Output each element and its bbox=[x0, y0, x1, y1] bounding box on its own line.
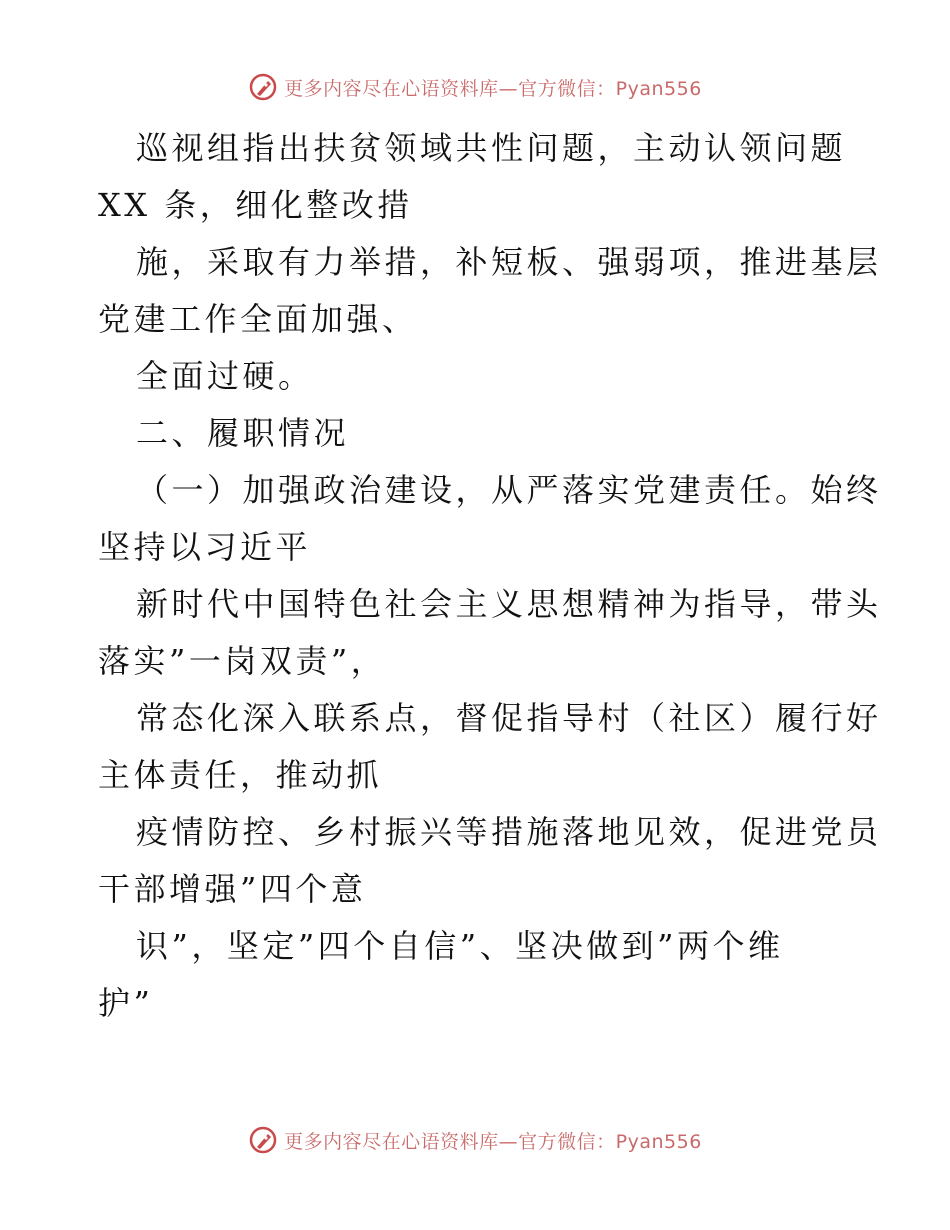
body-line: 识”，坚定”四个自信”、坚决做到”两个维 bbox=[136, 927, 784, 965]
pen-nib-logo-icon bbox=[248, 72, 278, 102]
document-body bbox=[98, 120, 882, 1032]
body-line: 常态化深入联系点，督促指导村（社区）履行好 bbox=[136, 699, 882, 737]
pen-nib-logo-icon bbox=[248, 1125, 278, 1155]
footer-watermark bbox=[0, 1125, 950, 1155]
body-line: 党建工作全面加强、 bbox=[98, 300, 418, 338]
body-line: 新时代中国特色社会主义思想精神为指导，带头 bbox=[136, 585, 882, 623]
body-line: 落实”一岗双责”， bbox=[98, 642, 387, 680]
header-watermark bbox=[0, 72, 950, 102]
body-line: 护” bbox=[98, 984, 154, 1022]
body-line: 坚持以习近平 bbox=[98, 528, 312, 566]
section-heading: 二、履职情况 bbox=[136, 414, 350, 452]
body-line: 疫情防控、乡村振兴等措施落地见效，促进党员 bbox=[136, 813, 882, 851]
body-line: 施，采取有力举措，补短板、强弱项，推进基层 bbox=[136, 243, 882, 281]
body-line: XX 条，细化整改措 bbox=[98, 186, 413, 224]
body-line: 巡视组指出扶贫领域共性问题，主动认领问题 bbox=[136, 129, 847, 167]
watermark-text: 更多内容尽在心语资料库—官方微信：Pyan556 bbox=[284, 1130, 702, 1153]
watermark-text: 更多内容尽在心语资料库—官方微信：Pyan556 bbox=[284, 77, 702, 100]
body-line: 主体责任，推动抓 bbox=[98, 756, 383, 794]
body-line: 干部增强”四个意 bbox=[98, 870, 367, 908]
body-line: （一）加强政治建设，从严落实党建责任。始终 bbox=[136, 471, 882, 509]
body-line: 全面过硬。 bbox=[136, 357, 314, 395]
